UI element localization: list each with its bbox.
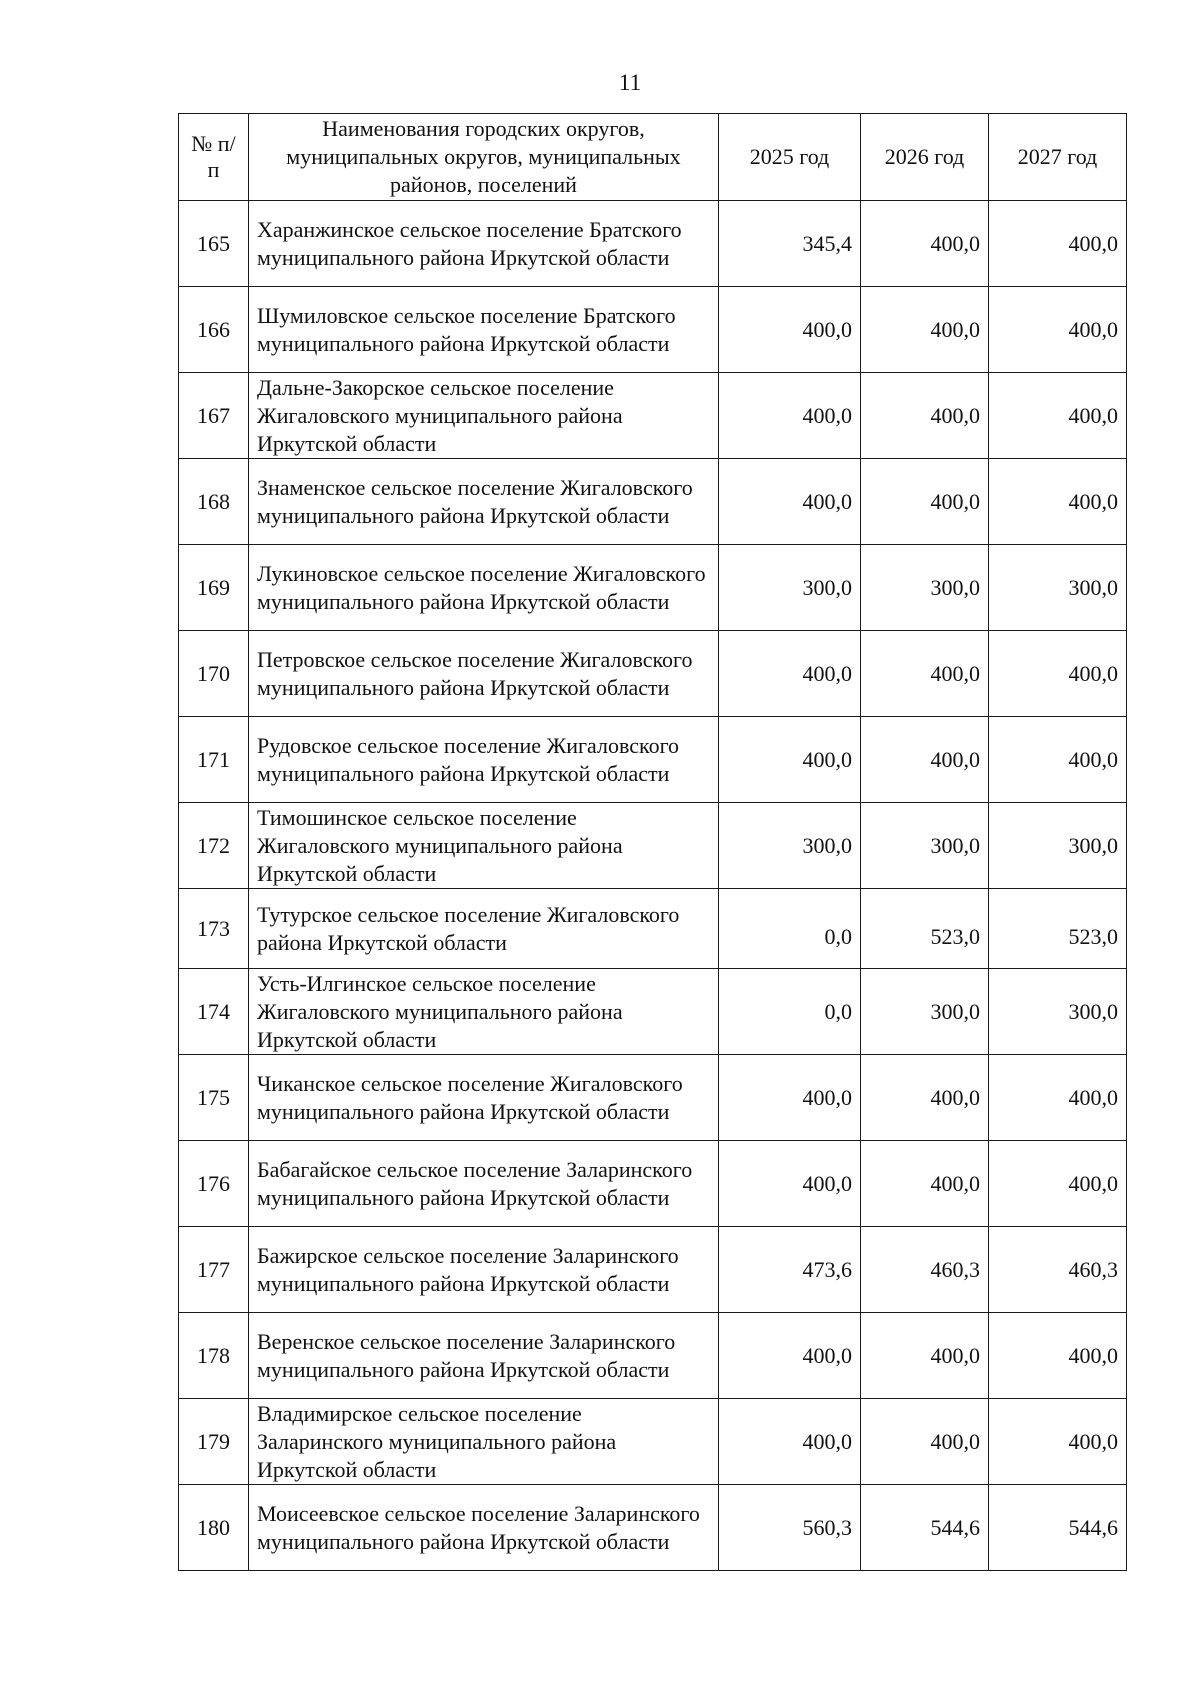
row-value-2026-cell: 400,0 bbox=[861, 1141, 989, 1227]
header-2025 bbox=[719, 114, 861, 201]
row-name-cell: Бабагайское сельское поселение Заларинского муниципального района Иркутской области bbox=[249, 1141, 719, 1227]
table-row bbox=[179, 1055, 1127, 1141]
row-value-2025-cell: 300,0 bbox=[719, 545, 861, 631]
row-value-2027-cell: 300,0 bbox=[989, 803, 1127, 889]
row-value-2027-cell: 544,6 bbox=[989, 1485, 1127, 1571]
row-value-2026-cell: 460,3 bbox=[861, 1227, 989, 1313]
row-number-cell: 166 bbox=[179, 287, 249, 373]
row-value-2027-cell: 400,0 bbox=[989, 717, 1127, 803]
row-value-2025-cell: 400,0 bbox=[719, 287, 861, 373]
row-name-cell: Дальне-Закорское сельское поселение Жигаловского муниципального района Иркутской области bbox=[249, 373, 719, 459]
row-number-cell: 170 bbox=[179, 631, 249, 717]
row-value-2025-cell: 400,0 bbox=[719, 631, 861, 717]
row-value-2027-cell: 400,0 bbox=[989, 459, 1127, 545]
row-value-2025-cell: 400,0 bbox=[719, 1055, 861, 1141]
row-value-2025-cell: 400,0 bbox=[719, 373, 861, 459]
row-name-cell: Харанжинское сельское поселение Братского муниципального района Иркутской области bbox=[249, 201, 719, 287]
row-value-2025-cell: 345,4 bbox=[719, 201, 861, 287]
table-row bbox=[179, 969, 1127, 1055]
row-number-cell: 175 bbox=[179, 1055, 249, 1141]
row-name-cell: Рудовское сельское поселение Жигаловского муниципального района Иркутской области bbox=[249, 717, 719, 803]
row-value-2027-cell: 400,0 bbox=[989, 373, 1127, 459]
header-2025-label: 2025 год bbox=[749, 144, 830, 169]
row-value-2026-cell: 400,0 bbox=[861, 201, 989, 287]
row-number-cell: 165 bbox=[179, 201, 249, 287]
row-name-cell: Чиканское сельское поселение Жигаловского муниципального района Иркутской области bbox=[249, 1055, 719, 1141]
row-name-cell: Тутурское сельское поселение Жигаловского района Иркутской области bbox=[249, 889, 719, 969]
row-value-2027-cell: 400,0 bbox=[989, 1055, 1127, 1141]
row-name-cell: Бажирское сельское поселение Заларинского муниципального района Иркутской области bbox=[249, 1227, 719, 1313]
row-value-2027-cell: 400,0 bbox=[989, 631, 1127, 717]
row-number-cell: 179 bbox=[179, 1399, 249, 1485]
header-2027 bbox=[989, 114, 1127, 201]
row-value-2027-cell: 400,0 bbox=[989, 1399, 1127, 1485]
row-name-cell: Тимошинское сельское поселение Жигаловского муниципального района Иркутской области bbox=[249, 803, 719, 889]
table-row bbox=[179, 373, 1127, 459]
row-value-2027-cell: 460,3 bbox=[989, 1227, 1127, 1313]
row-value-2025-cell: 0,0 bbox=[719, 969, 861, 1055]
row-number-cell: 171 bbox=[179, 717, 249, 803]
row-value-2026-cell: 544,6 bbox=[861, 1485, 989, 1571]
row-value-2027-cell: 400,0 bbox=[989, 1141, 1127, 1227]
row-value-2026-cell: 400,0 bbox=[861, 1055, 989, 1141]
row-value-2027-cell: 300,0 bbox=[989, 545, 1127, 631]
table-header-row bbox=[179, 114, 1127, 201]
header-name bbox=[249, 114, 719, 201]
row-value-2026-cell: 400,0 bbox=[861, 287, 989, 373]
row-number-cell: 169 bbox=[179, 545, 249, 631]
row-name-cell: Веренское сельское поселение Заларинского муниципального района Иркутской области bbox=[249, 1313, 719, 1399]
table-row bbox=[179, 717, 1127, 803]
row-name-cell: Владимирское сельское поселение Заларинского муниципального района Иркутской области bbox=[249, 1399, 719, 1485]
row-value-2027-cell: 300,0 bbox=[989, 969, 1127, 1055]
table-row bbox=[179, 1485, 1127, 1571]
header-name-label: Наименования городских округов, муниципальных округов, муниципальных районов, поселений bbox=[286, 116, 681, 197]
header-2027-label: 2027 год bbox=[1017, 144, 1098, 169]
row-name-cell: Знаменское сельское поселение Жигаловского муниципального района Иркутской области bbox=[249, 459, 719, 545]
header-number-label: № п/п bbox=[191, 131, 236, 182]
row-name-cell: Петровское сельское поселение Жигаловского муниципального района Иркутской области bbox=[249, 631, 719, 717]
row-name-cell: Усть-Илгинское сельское поселение Жигаловского муниципального района Иркутской области bbox=[249, 969, 719, 1055]
row-number-cell: 174 bbox=[179, 969, 249, 1055]
row-number-cell: 173 bbox=[179, 889, 249, 969]
row-value-2025-cell: 300,0 bbox=[719, 803, 861, 889]
row-name-cell: Моисеевское сельское поселение Заларинского муниципального района Иркутской области bbox=[249, 1485, 719, 1571]
row-value-2027-cell: 400,0 bbox=[989, 287, 1127, 373]
row-value-2026-cell: 400,0 bbox=[861, 717, 989, 803]
table-row bbox=[179, 1227, 1127, 1313]
subsidy-table bbox=[178, 113, 1127, 1571]
header-number bbox=[179, 114, 249, 201]
header-2026-label: 2026 год bbox=[884, 144, 965, 169]
header-2026 bbox=[861, 114, 989, 201]
table-row bbox=[179, 1141, 1127, 1227]
table-row bbox=[179, 287, 1127, 373]
row-value-2025-cell: 400,0 bbox=[719, 717, 861, 803]
row-number-cell: 178 bbox=[179, 1313, 249, 1399]
table-row bbox=[179, 545, 1127, 631]
table-row bbox=[179, 459, 1127, 545]
row-number-cell: 177 bbox=[179, 1227, 249, 1313]
row-value-2025-cell: 473,6 bbox=[719, 1227, 861, 1313]
row-value-2025-cell: 400,0 bbox=[719, 1399, 861, 1485]
row-number-cell: 176 bbox=[179, 1141, 249, 1227]
table-row bbox=[179, 889, 1127, 969]
row-value-2025-cell: 400,0 bbox=[719, 1141, 861, 1227]
row-name-cell: Лукиновское сельское поселение Жигаловского муниципального района Иркутской области bbox=[249, 545, 719, 631]
row-value-2025-cell: 400,0 bbox=[719, 459, 861, 545]
page-number: 11 bbox=[618, 70, 642, 95]
row-value-2026-cell: 400,0 bbox=[861, 1313, 989, 1399]
row-value-2026-cell: 523,0 bbox=[861, 889, 989, 969]
row-value-2026-cell: 400,0 bbox=[861, 1399, 989, 1485]
row-value-2027-cell: 400,0 bbox=[989, 1313, 1127, 1399]
row-number-cell: 172 bbox=[179, 803, 249, 889]
table-row bbox=[179, 201, 1127, 287]
row-value-2027-cell: 400,0 bbox=[989, 201, 1127, 287]
row-value-2025-cell: 560,3 bbox=[719, 1485, 861, 1571]
row-value-2026-cell: 400,0 bbox=[861, 459, 989, 545]
row-number-cell: 168 bbox=[179, 459, 249, 545]
row-value-2026-cell: 400,0 bbox=[861, 631, 989, 717]
row-value-2025-cell: 400,0 bbox=[719, 1313, 861, 1399]
row-number-cell: 167 bbox=[179, 373, 249, 459]
table-row bbox=[179, 1313, 1127, 1399]
table-body bbox=[179, 201, 1127, 1571]
row-value-2026-cell: 400,0 bbox=[861, 373, 989, 459]
table-row bbox=[179, 803, 1127, 889]
row-value-2026-cell: 300,0 bbox=[861, 545, 989, 631]
row-value-2027-cell: 523,0 bbox=[989, 889, 1127, 969]
row-name-cell: Шумиловское сельское поселение Братского муниципального района Иркутской области bbox=[249, 287, 719, 373]
table-row bbox=[179, 631, 1127, 717]
table-row bbox=[179, 1399, 1127, 1485]
row-number-cell: 180 bbox=[179, 1485, 249, 1571]
row-value-2026-cell: 300,0 bbox=[861, 969, 989, 1055]
row-value-2025-cell: 0,0 bbox=[719, 889, 861, 969]
row-value-2026-cell: 300,0 bbox=[861, 803, 989, 889]
